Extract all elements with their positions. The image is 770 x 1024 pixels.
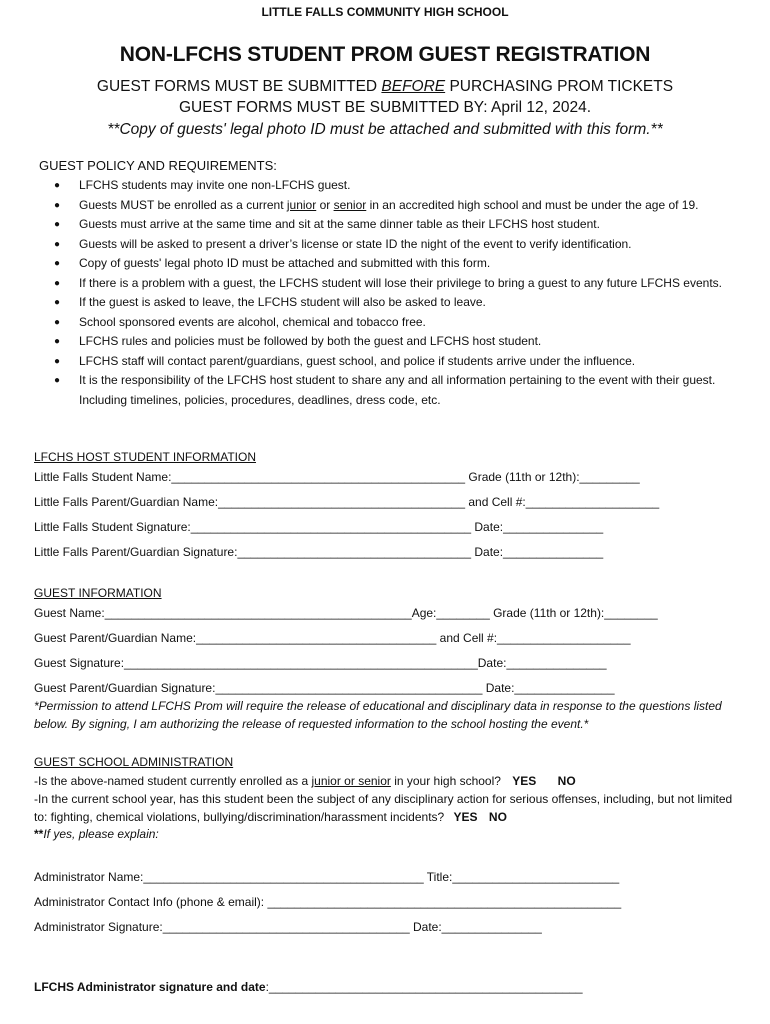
subtitle-photo-id: **Copy of guests' legal photo ID must be attached and submitted with this form.** <box>107 121 663 138</box>
admin-question-discipline: -In the current school year, has this student been the subject of any disciplinary action for serious offenses, including, but not limited to: fighting, chemical violations, bullying/discrimination/harassment incidents? YES NO <box>34 792 733 824</box>
enrollment-no-option[interactable]: NO <box>557 774 576 788</box>
list-item: ● If there is a problem with a guest, the LFCHS student will lose their privilege to bring a guest to any future LFCHS events. <box>54 274 744 294</box>
administrator-signature-field[interactable]: Administrator Signature:_____________________________________ Date:_______________ <box>34 920 542 934</box>
admin-section-heading: GUEST SCHOOL ADMINISTRATION <box>34 755 234 769</box>
list-item: ● Copy of guests' legal photo ID must be attached and submitted with this form. <box>54 254 744 274</box>
permission-note: *Permission to attend LFCHS Prom will require the release of educational and disciplinary data in response to the questions listed below. By signing, I am authorizing the release of requested information to the school hosting the event.* <box>34 699 722 731</box>
list-item: ● Guests must arrive at the same time and sit at the same dinner table as their LFCHS host student. <box>54 215 744 235</box>
policy-heading: GUEST POLICY AND REQUIREMENTS: <box>39 158 277 173</box>
subtitle-before-purchase: GUEST FORMS MUST BE SUBMITTED BEFORE PURCHASING PROM TICKETS <box>96 78 674 95</box>
administrator-contact-field[interactable]: Administrator Contact Info (phone & email): _____________________________________________________ <box>34 895 622 909</box>
before-emphasis: BEFORE <box>381 78 446 95</box>
guest-parent-name-field[interactable]: Guest Parent/Guardian Name:____________________________________ and Cell #:____________________ <box>34 631 631 645</box>
guest-name-field[interactable]: Guest Name:______________________________________________Age:________ Grade (11th or 12th):________ <box>34 606 658 620</box>
list-item: ● Guests will be asked to present a driver’s license or state ID the night of the event to verify identification. <box>54 235 744 255</box>
enrollment-yes-option[interactable]: YES <box>512 774 537 788</box>
lfchs-admin-signature-field[interactable]: LFCHS Administrator signature and date:_______________________________________________ <box>34 980 583 994</box>
discipline-no-option[interactable]: NO <box>488 809 507 824</box>
host-section-heading: LFCHS HOST STUDENT INFORMATION <box>34 450 257 464</box>
administrator-name-field[interactable]: Administrator Name:__________________________________________ Title:_________________________ <box>34 870 620 884</box>
list-item: ● School sponsored events are alcohol, chemical and tobacco free. <box>54 313 744 333</box>
page-title: NON-LFCHS STUDENT PROM GUEST REGISTRATION <box>119 43 651 66</box>
host-student-name-field[interactable]: Little Falls Student Name:____________________________________________ Grade (11th or 12th):_________ <box>34 470 640 484</box>
guest-signature-field[interactable]: Guest Signature:_____________________________________________________Date:_______________ <box>34 656 607 670</box>
guest-section-heading: GUEST INFORMATION <box>34 586 162 600</box>
policy-list <box>54 176 744 410</box>
list-item: ● Guests MUST be enrolled as a current junior or senior in an accredited high school and must be under the age of 19. <box>54 196 744 216</box>
admin-question-enrollment: -Is the above-named student currently enrolled as a junior or senior in your high school? YES NO <box>34 774 576 788</box>
list-item: ● LFCHS students may invite one non-LFCHS guest. <box>54 176 744 196</box>
host-parent-signature-field[interactable]: Little Falls Parent/Guardian Signature:___________________________________ Date:_______________ <box>34 545 604 559</box>
guest-parent-signature-field[interactable]: Guest Parent/Guardian Signature:________________________________________ Date:_______________ <box>34 681 615 695</box>
school-name: LITTLE FALLS COMMUNITY HIGH SCHOOL <box>261 5 509 19</box>
explain-prompt: **If yes, please explain: <box>34 827 159 841</box>
list-item: ● LFCHS rules and policies must be followed by both the guest and LFCHS host student. <box>54 332 744 352</box>
subtitle-deadline: GUEST FORMS MUST BE SUBMITTED BY: April 12, 2024. <box>178 99 591 116</box>
host-parent-name-field[interactable]: Little Falls Parent/Guardian Name:_____________________________________ and Cell #:____________________ <box>34 495 660 509</box>
host-student-signature-field[interactable]: Little Falls Student Signature:__________________________________________ Date:_______________ <box>34 520 604 534</box>
list-item: ● LFCHS staff will contact parent/guardians, guest school, and police if students arrive under the influence. <box>54 352 744 372</box>
discipline-yes-option[interactable]: YES <box>453 809 478 824</box>
list-item: ● It is the responsibility of the LFCHS host student to share any and all information pertaining to the event with their guest. Including timelines, policies, procedures, deadlines, dress code, etc. <box>54 371 744 410</box>
list-item: ● If the guest is asked to leave, the LFCHS student will also be asked to leave. <box>54 293 744 313</box>
